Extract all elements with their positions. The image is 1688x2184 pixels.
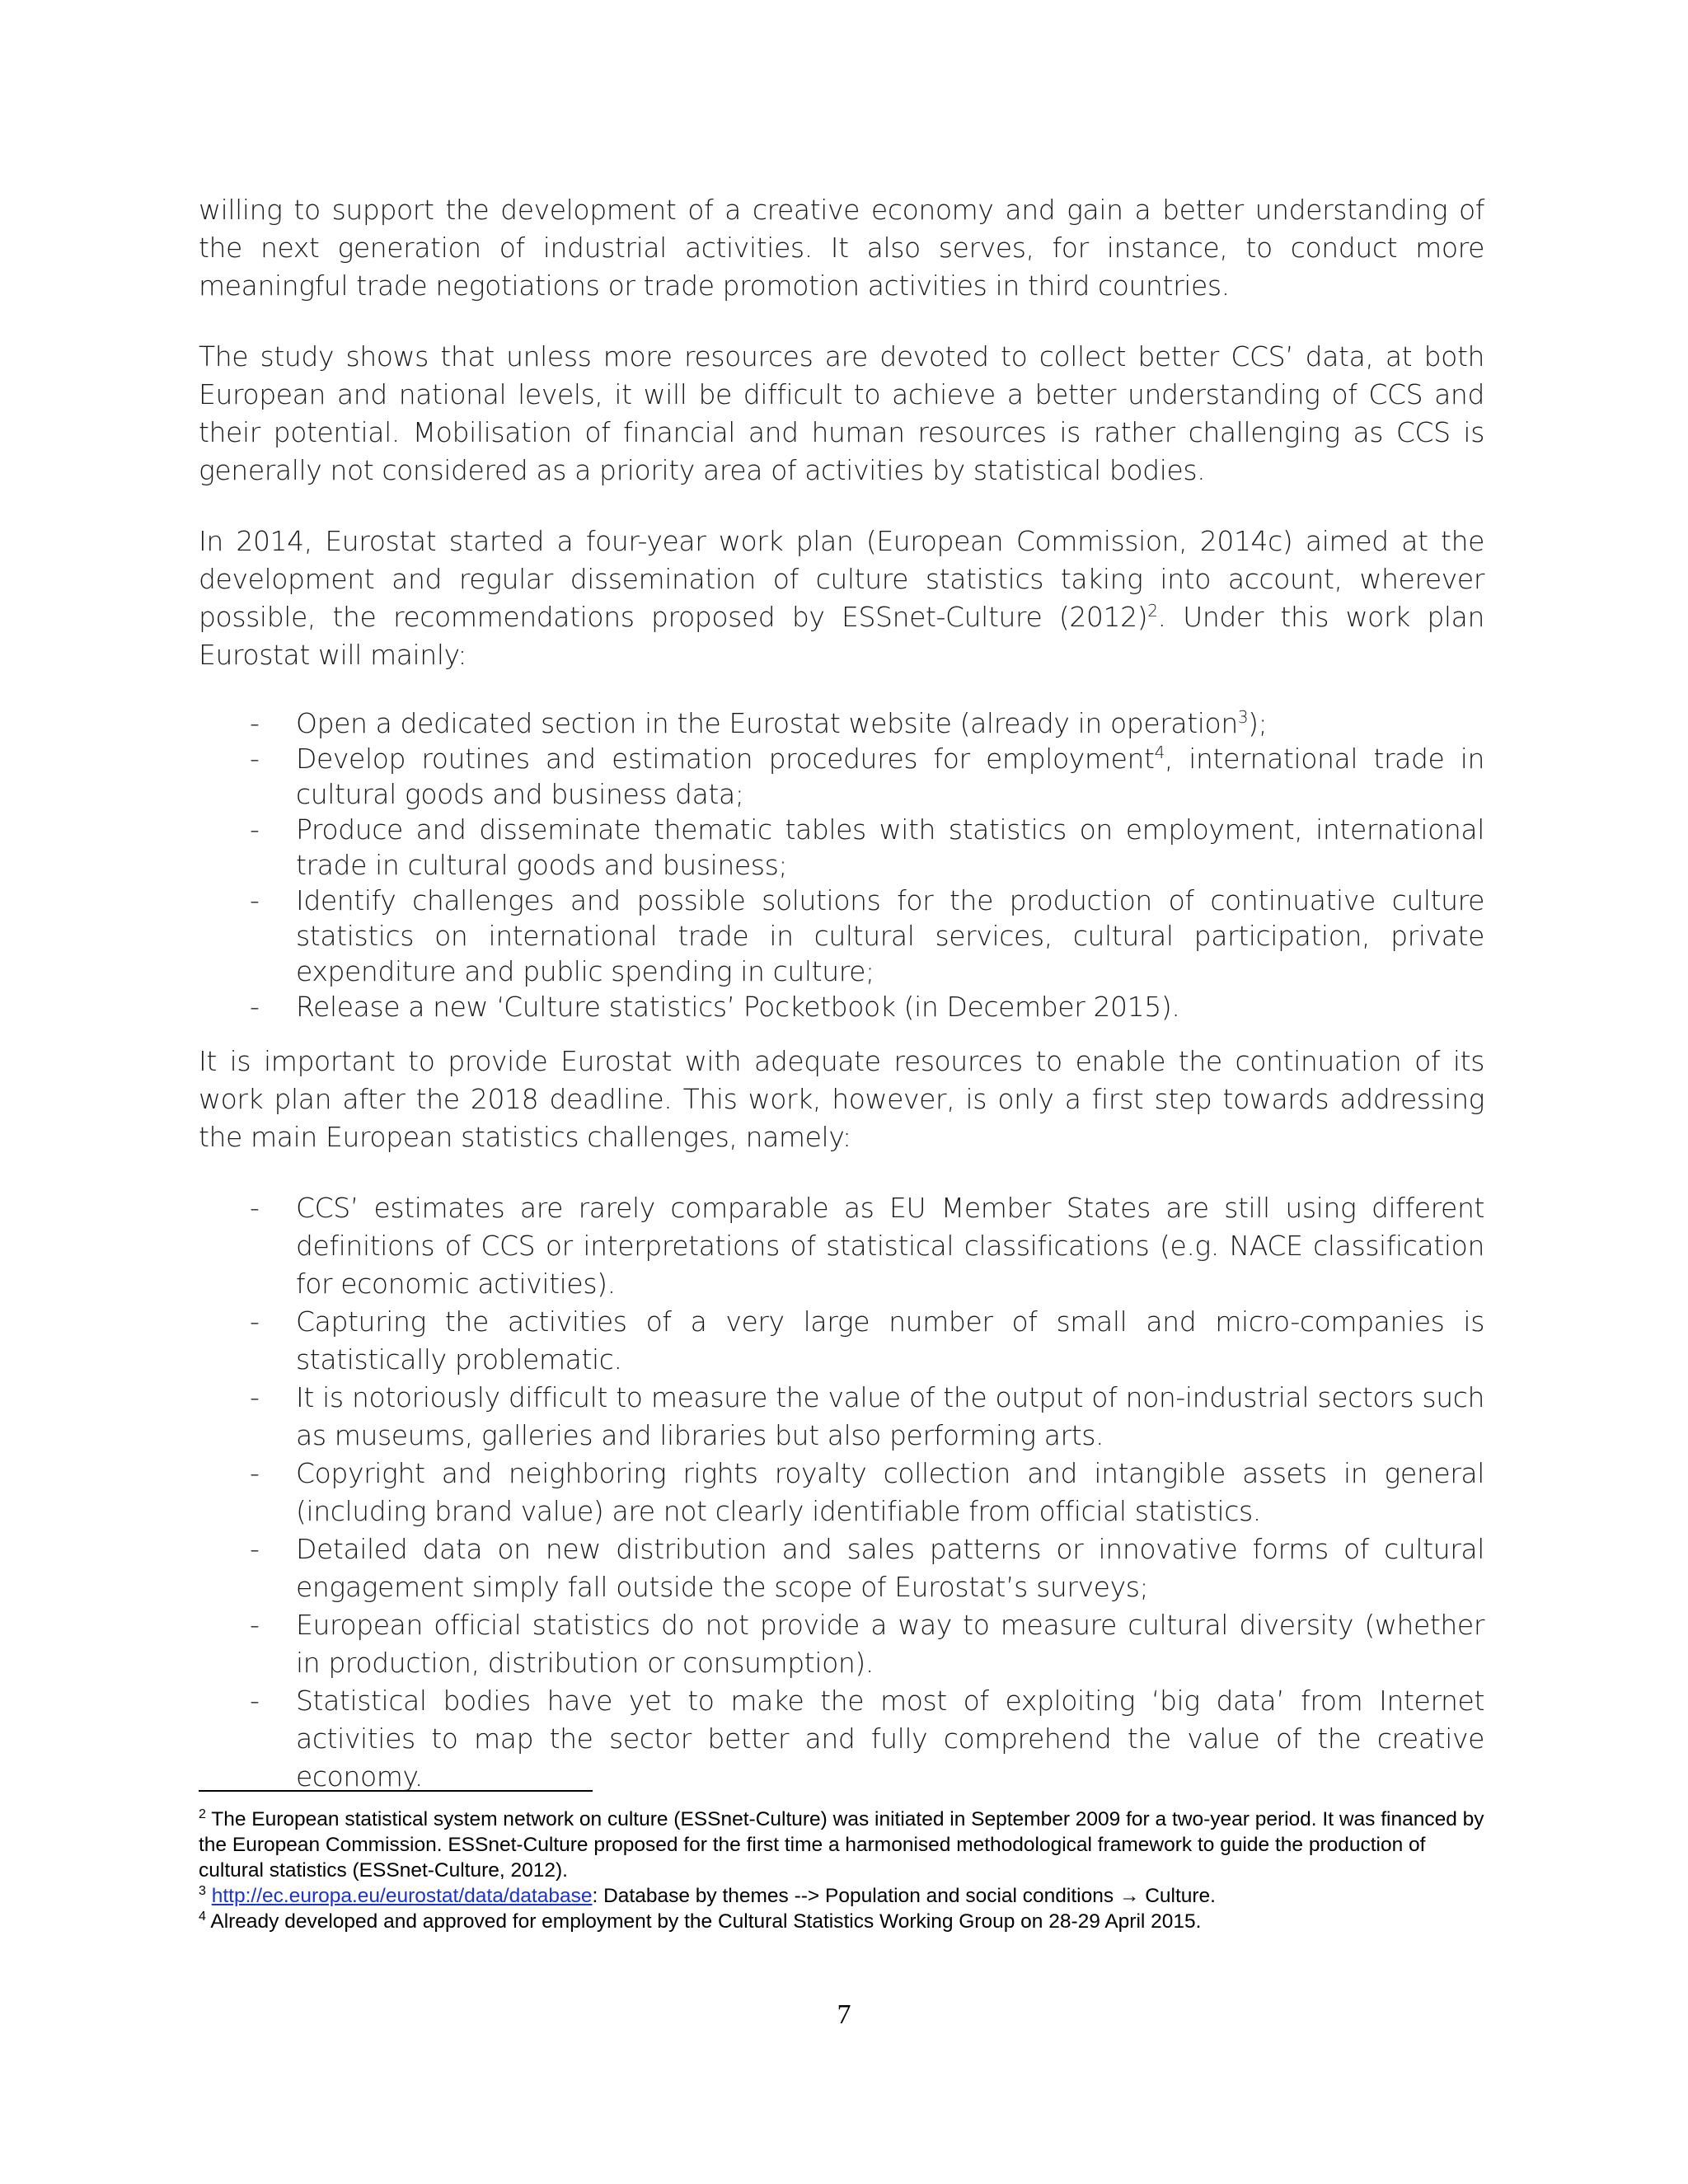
footnote-3: $^3$ http://ec.europa.eu/eurostat/data/database: Database by themes --> Population and social conditions → Culture.: [199, 1883, 1216, 1907]
page-number: 7: [837, 1999, 851, 2030]
list-item: - Open a dedicated section in the Eurostat website (already in operation$^3$);: [250, 707, 1268, 739]
body-text: [199, 191, 1484, 1796]
paragraph-4: It is important to provide Eurostat with adequate resources to enable the continuation of its work plan after the 2018 deadline. This work, however, is only a first step towards addressing the main European statistics challenges, namely:: [199, 1045, 1484, 1153]
paragraph-1: willing to support the development of a creative economy and gain a better understanding of the next generation of industrial activities. It also serves, for instance, to conduct more meaningful trade negotiations or trade promotion activities in third countries.: [199, 194, 1484, 302]
challenges-list: [199, 1189, 1484, 1796]
list-item: - Copyright and neighboring rights royalty collection and intangible assets in general (including brand value) are not clearly identifiable from official statistics.: [250, 1457, 1484, 1527]
list-item: - Produce and disseminate thematic tables with statistics on employment, international trade in cultural goods and business;: [250, 813, 1484, 881]
footnote-ref-3[interactable]: 3: [1237, 707, 1249, 727]
footnote-2: $^2$ The European statistical system network on culture (ESSnet-Culture) was initiated in September 2009 for a two-year period. It was financed by the European Commission. ESSnet-Culture proposed for the first time a harmonised methodological framework to guide the production of cultural statistics (ESSnet-Culture, 2012).: [199, 1807, 1484, 1882]
footnotes: [199, 1807, 1484, 1934]
list-item: - Detailed data on new distribution and sales patterns or innovative forms of cultural engagement simply fall outside the scope of Eurostat’s surveys;: [250, 1533, 1484, 1603]
list-item: - Release a new ‘Culture statistics’ Pocketbook (in December 2015).: [250, 991, 1180, 1023]
footnote-4: $^4$ Already developed and approved for employment by the Cultural Statistics Working Group on 28-29 April 2015.: [199, 1909, 1202, 1933]
paragraph-2: The study shows that unless more resources are devoted to collect better CCS’ data, at both European and national levels, it will be difficult to achieve a better understanding of CCS and their potential. Mobilisation of financial and human resources is rather challenging as CCS is generally not considered as a priority area of activities by statistical bodies.: [199, 340, 1484, 486]
footnote-separator: [199, 1790, 593, 1792]
work-plan-list: [199, 705, 1484, 1024]
list-item: - Identify challenges and possible solutions for the production of continuative culture statistics on international trade in cultural services, cultural participation, private expenditure and public spending in culture;: [250, 884, 1484, 987]
eurostat-database-link[interactable]: http://ec.europa.eu/eurostat/data/database: [211, 1885, 593, 1907]
list-item: - Capturing the activities of a very large number of small and micro-companies is statistically problematic.: [250, 1305, 1484, 1376]
footnote-ref-2[interactable]: 2: [1147, 601, 1158, 621]
footnote-ref-4[interactable]: 4: [1154, 743, 1165, 762]
list-item: - CCS’ estimates are rarely comparable as EU Member States are still using different definitions of CCS or interpretations of statistical classifications (e.g. NACE classification for economic activities).: [250, 1192, 1484, 1300]
list-item: - European official statistics do not provide a way to measure cultural diversity (whether in production, distribution or consumption).: [250, 1609, 1484, 1679]
paragraph-3: In 2014, Eurostat started a four-year work plan (European Commission, 2014c) aimed at the development and regular dissemination of culture statistics taking into account, wherever possible, the recommendations proposed by ESSnet-Culture $(2012)^2$. Under this work plan Eurostat will mainly:: [199, 525, 1484, 671]
list-item: - Statistical bodies have yet to make the most of exploiting ‘big data’ from Internet activities to map the sector better and fully comprehend the value of the creative economy.: [250, 1685, 1484, 1793]
list-item: - Develop routines and estimation procedures for employment$^4$, international trade in cultural goods and business data;: [250, 743, 1484, 810]
list-item: - It is notoriously difficult to measure the value of the output of non-industrial sectors such as museums, galleries and libraries but also performing arts.: [250, 1381, 1484, 1451]
